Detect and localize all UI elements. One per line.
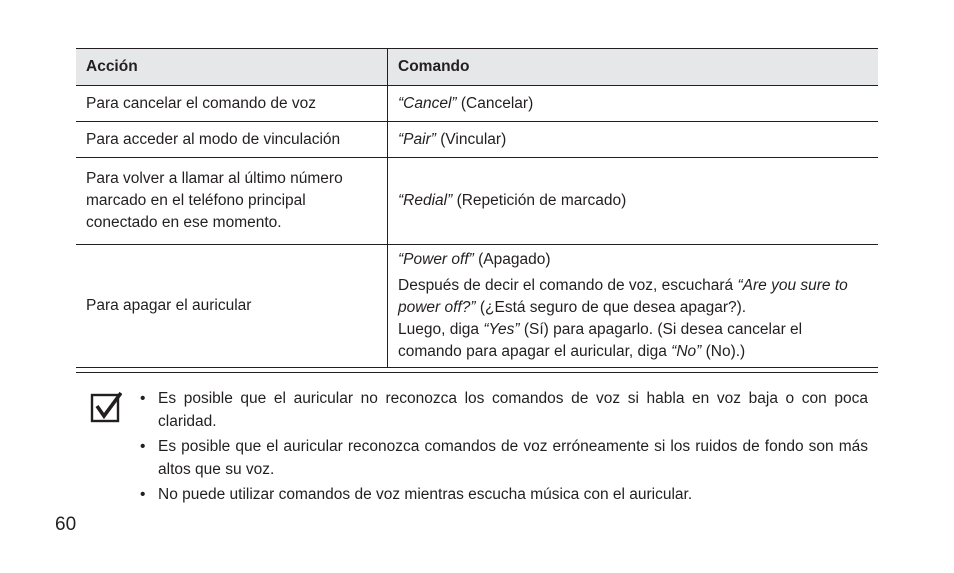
- detail-italic: “No”: [671, 343, 702, 360]
- command-cell: [388, 158, 879, 245]
- page-number: 60: [55, 514, 77, 535]
- table-row: [76, 86, 878, 122]
- command-detail: [398, 275, 868, 363]
- command-cell: [388, 86, 879, 122]
- command-cell: [388, 122, 879, 158]
- detail-text: Luego, diga: [398, 321, 484, 338]
- action-cell: Para volver a llamar al último número marcado en el teléfono principal conectado en ese momento.: [76, 158, 388, 245]
- command-translation: (Cancelar): [456, 94, 534, 112]
- bullet: •: [140, 438, 146, 455]
- bullet: •: [140, 390, 146, 407]
- detail-text: (No).): [701, 343, 746, 360]
- table-header-row: [76, 49, 878, 86]
- table-row: [76, 158, 878, 245]
- list-item: [140, 483, 868, 506]
- bullet: •: [140, 486, 146, 503]
- detail-text: (Sí) para apagarlo. (Si desea cancelar el comando para apagar el auricular, diga: [398, 321, 803, 360]
- list-item: [140, 435, 868, 481]
- header-action: Acción: [76, 49, 388, 86]
- checkbox-check-icon: [90, 391, 122, 423]
- table-row: [76, 245, 878, 368]
- note-text: Es posible que el auricular no reconozca los comandos de voz si habla en voz baja o con poca claridad.: [158, 390, 868, 430]
- action-cell: Para cancelar el comando de voz: [76, 86, 388, 122]
- detail-text: Después de decir el comando de voz, escuchará: [398, 277, 738, 294]
- command-translation: (Apagado): [473, 251, 551, 268]
- table-row: [76, 122, 878, 158]
- command-keyword: “Pair”: [398, 130, 436, 148]
- command-cell: [388, 245, 879, 368]
- detail-italic: “Are you sure to power off?”: [398, 277, 848, 316]
- note-text: Es posible que el auricular reconozca comandos de voz erróneamente si los ruidos de fondo son más altos que su voz.: [158, 438, 868, 478]
- notes-list: [140, 387, 868, 508]
- action-cell: Para acceder al modo de vinculación: [76, 122, 388, 158]
- header-command: Comando: [388, 49, 879, 86]
- list-item: [140, 387, 868, 433]
- detail-italic: “Yes”: [483, 321, 520, 338]
- action-cell: Para apagar el auricular: [76, 245, 388, 368]
- commands-table: [76, 48, 878, 368]
- command-line: [398, 249, 868, 271]
- command-keyword: “Cancel”: [398, 94, 457, 112]
- command-translation: (Repetición de marcado): [452, 192, 627, 209]
- detail-text: (¿Está seguro de que desea apagar?).: [475, 299, 747, 316]
- note-text: No puede utilizar comandos de voz mientras escucha música con el auricular.: [158, 486, 693, 503]
- command-keyword: “Power off”: [398, 251, 474, 268]
- command-translation: (Vincular): [435, 130, 507, 148]
- note-divider: [76, 372, 878, 373]
- command-keyword: “Redial”: [398, 192, 453, 209]
